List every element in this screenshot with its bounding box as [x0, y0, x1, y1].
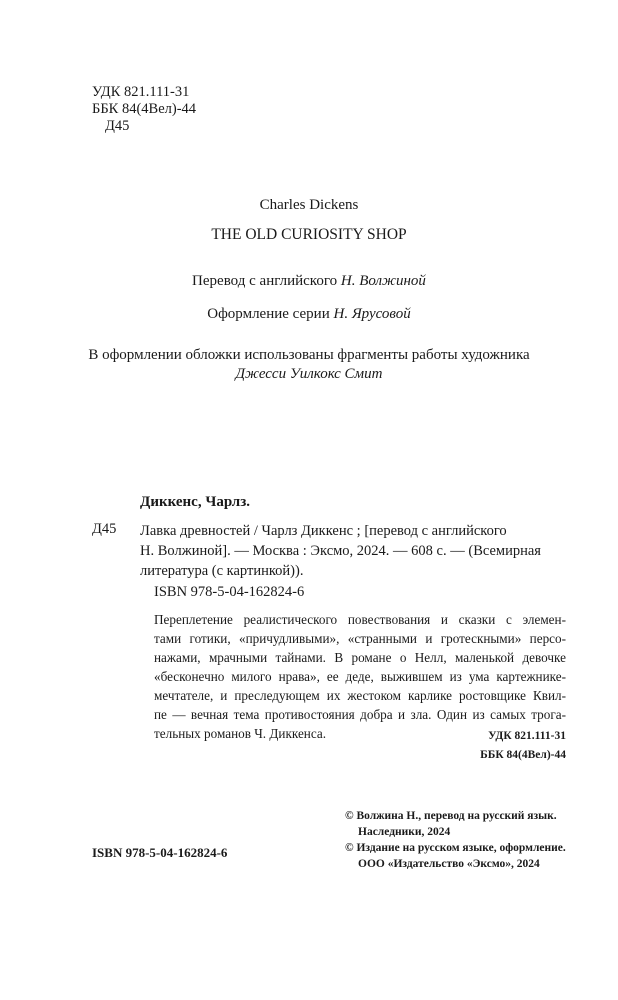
original-author: Charles Dickens: [259, 197, 359, 213]
cover-artist-line: [0, 366, 618, 383]
bbk-code-right: ББК 84(4Вел)-44: [480, 749, 566, 761]
description-line: Лавка древностей / Чарлз Диккенс ; [перевод с английского: [140, 523, 507, 539]
copyright-block: [345, 808, 566, 872]
copyright-edition: © Издание на русском языке, оформление.: [345, 842, 566, 854]
author-mark: Д45: [105, 118, 130, 134]
translation-credit: [0, 273, 618, 290]
annotation-line: тельных романов Ч. Диккенса.: [154, 726, 327, 741]
cover-artist-name: Джесси Уилкокс Смит: [235, 366, 383, 382]
annotation-line: тами готики, «причудливыми», «странными и гротескными» персо-: [154, 631, 566, 646]
series-design-prefix: Оформление серии: [207, 306, 330, 322]
annotation-line: мечтателе, и преследующем их жестоком карлике ростовщике Квил-: [154, 688, 566, 703]
copyright-heirs: Наследники, 2024: [358, 826, 451, 838]
copyright-publisher: ООО «Издательство «Эксмо», 2024: [358, 858, 540, 870]
udk-code: УДК 821.111-31: [92, 84, 190, 100]
original-title: THE OLD CURIOSITY SHOP: [211, 226, 407, 243]
isbn-bottom: ISBN 978-5-04-162824-6: [92, 845, 228, 860]
bibliographic-code: Д45: [92, 521, 117, 537]
description-line: литература (с картинкой)).: [140, 563, 304, 579]
translation-prefix: Перевод с английского: [192, 273, 338, 289]
annotation-line: пе — вечная тема противостояния добра и зла. Один из самых трога-: [154, 707, 566, 722]
udk-code-right: УДК 821.111-31: [488, 730, 566, 742]
series-design-credit: [0, 306, 618, 323]
annotation: [154, 610, 566, 743]
translator-name: Н. Волжиной: [340, 273, 426, 289]
cover-note: В оформлении обложки использованы фрагменты работы художника: [88, 347, 530, 363]
series-designer-name: Н. Ярусовой: [333, 306, 411, 322]
bbk-code: ББК 84(4Вел)-44: [92, 101, 197, 117]
annotation-line: Переплетение реалистического повествования и сказки с элемен-: [154, 612, 566, 627]
bibliographic-author-heading: Диккенс, Чарлз.: [140, 494, 251, 510]
copyright-translation: © Волжина Н., перевод на русский язык.: [345, 810, 557, 822]
classification-block: [92, 84, 196, 135]
bibliographic-isbn: ISBN 978-5-04-162824-6: [154, 584, 305, 600]
annotation-line: нажами, мрачными тайнами. В романе о Нелл, маленькой девочке: [154, 650, 566, 665]
description-line: Н. Волжиной]. — Москва : Эксмо, 2024. — 608 с. — (Всемирная: [140, 543, 541, 559]
bibliographic-description: [140, 521, 566, 581]
annotation-line: «бесконечно милого нрава», ее деде, выжившем из ума картежнике-: [154, 669, 566, 684]
classification-codes-right: [380, 727, 566, 765]
